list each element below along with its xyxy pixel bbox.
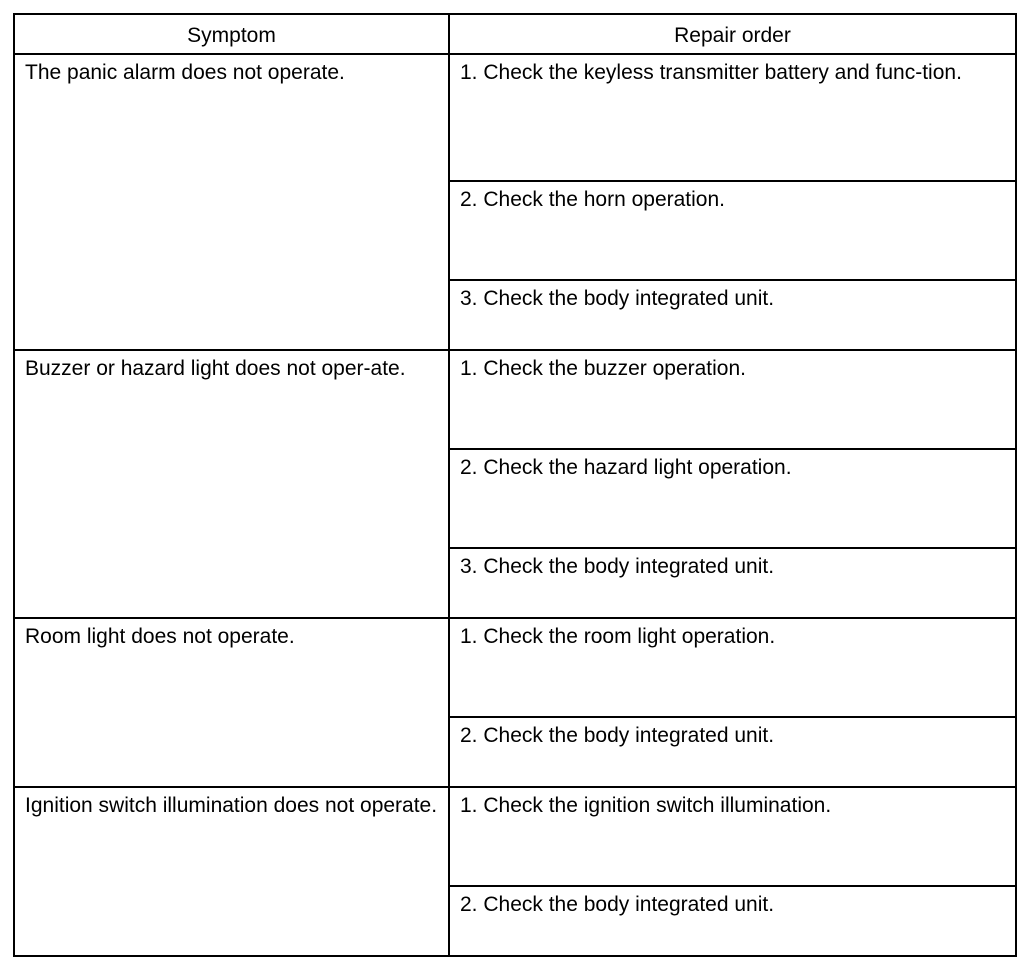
repair-step-cell: 1. Check the ignition switch illumination. [449, 787, 1016, 886]
repair-step-cell: 2. Check the body integrated unit. [449, 886, 1016, 956]
repair-step-cell: 2. Check the body integrated unit. [449, 717, 1016, 787]
symptom-cell: Room light does not operate. [14, 618, 449, 787]
table-row [14, 787, 1016, 886]
repair-step-cell: 3. Check the body integrated unit. [449, 280, 1016, 350]
header-symptom: Symptom [14, 14, 449, 54]
table-header-row [14, 14, 1016, 54]
repair-step-cell: 3. Check the body integrated unit. [449, 548, 1016, 618]
repair-order-table [13, 13, 1017, 957]
symptom-cell: Ignition switch illumination does not operate. [14, 787, 449, 956]
header-repair-order: Repair order [449, 14, 1016, 54]
repair-step-cell: 2. Check the horn operation. [449, 181, 1016, 280]
repair-step-cell: 1. Check the room light operation. [449, 618, 1016, 717]
table-row [14, 618, 1016, 717]
table-row [14, 54, 1016, 181]
symptom-cell: The panic alarm does not operate. [14, 54, 449, 350]
repair-step-cell: 2. Check the hazard light operation. [449, 449, 1016, 548]
table-row [14, 350, 1016, 449]
symptom-cell: Buzzer or hazard light does not oper-ate. [14, 350, 449, 618]
repair-step-cell: 1. Check the keyless transmitter battery and func-tion. [449, 54, 1016, 181]
repair-step-cell: 1. Check the buzzer operation. [449, 350, 1016, 449]
